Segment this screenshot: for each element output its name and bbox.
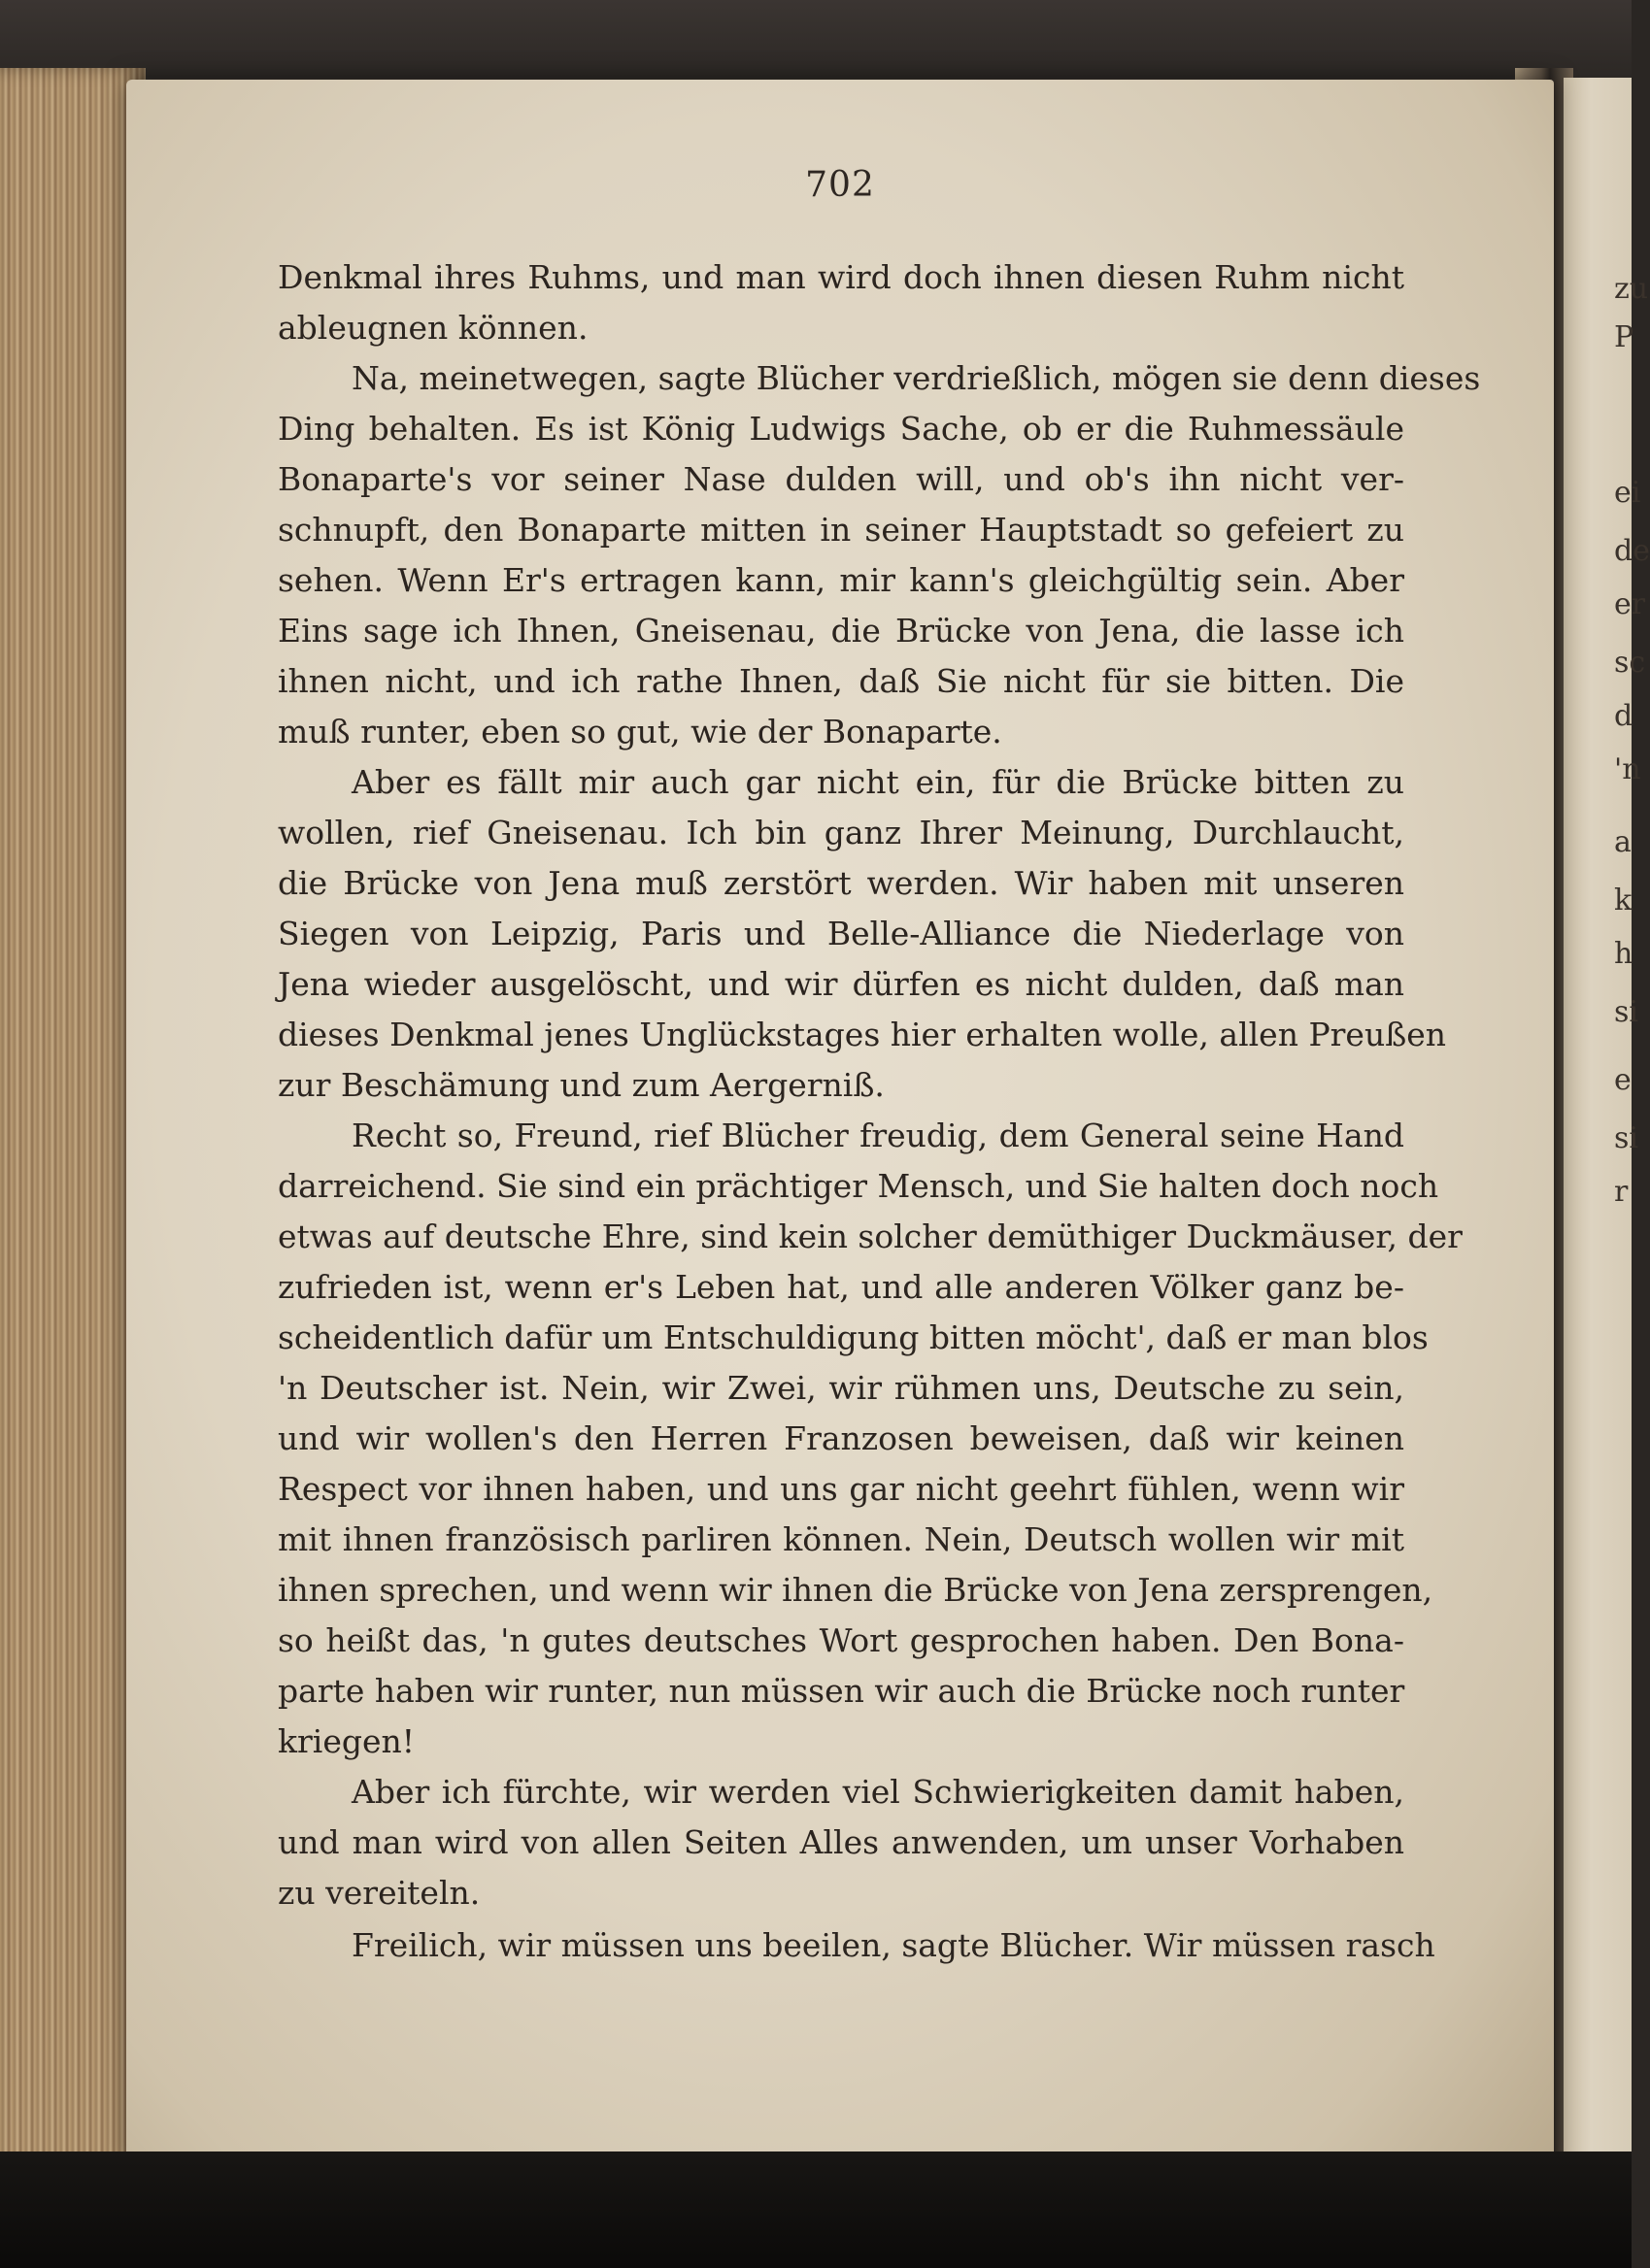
facing-fragment: si [1614,995,1638,1029]
facing-fragment: h [1614,937,1633,971]
text-line: und man wird von allen Seiten Alles anwenden, um unser Vorhaben [278,1823,1404,1861]
text-line: scheidentlich dafür um Entschuldigung bitten möcht', daß er man blos [278,1318,1429,1356]
text-line: zufrieden ist, wenn er's Leben hat, und alle anderen Völker ganz be- [278,1268,1404,1306]
facing-fragment: d [1614,699,1633,733]
facing-fragment: 'n [1614,752,1641,786]
text-line: darreichend. Sie sind ein prächtiger Mensch, und Sie halten doch noch [278,1167,1439,1205]
facing-fragment: k [1614,884,1633,917]
book-cover-bottom [0,2151,1632,2268]
text-line: parte haben wir runter, nun müssen wir auch die Brücke noch runter [278,1672,1405,1710]
facing-fragment: a [1614,825,1632,859]
text-line: ihnen sprechen, und wenn wir ihnen die Brücke von Jena zersprengen, [278,1571,1433,1609]
text-line: Recht so, Freund, rief Blücher freudig, dem General seine Hand [352,1117,1404,1154]
text-line: 'n Deutscher ist. Nein, wir Zwei, wir rühmen uns, Deutsche zu sein, [278,1369,1404,1407]
facing-fragment: sc [1614,646,1646,680]
text-line: schnupft, den Bonaparte mitten in seiner Hauptstadt so gefeiert zu [278,511,1404,549]
text-line: Eins sage ich Ihnen, Gneisenau, die Brücke von Jena, die lasse ich [278,612,1404,650]
text-line: zu vereiteln. [278,1874,481,1912]
text-line: die Brücke von Jena muß zerstört werden. Wir haben mit unseren [278,864,1404,902]
page-stack-edge [0,68,146,2194]
text-line: kriegen! [278,1722,416,1760]
text-line: Jena wieder ausgelöscht, und wir dürfen es nicht dulden, daß man [278,965,1404,1003]
text-line: Freilich, wir müssen uns beeilen, sagte Blücher. Wir müssen rasch [352,1926,1435,1964]
facing-fragment: er [1614,587,1646,621]
text-line: Denkmal ihres Ruhms, und man wird doch ihnen diesen Ruhm nicht [278,258,1404,296]
facing-fragment: e [1614,1063,1632,1097]
text-line: etwas auf deutsche Ehre, sind kein solcher demüthiger Duckmäuser, der [278,1217,1463,1255]
text-line: Aber ich fürchte, wir werden viel Schwierigkeiten damit haben, [352,1773,1404,1811]
text-line: zur Beschämung und zum Aergerniß. [278,1066,885,1104]
facing-fragment: si [1614,1121,1638,1155]
text-line: Na, meinetwegen, sagte Blücher verdrießlich, mögen sie denn dieses [352,359,1481,397]
text-line: Siegen von Leipzig, Paris und Belle-Alliance die Niederlage von [278,915,1404,952]
text-line: mit ihnen französisch parliren können. Nein, Deutsch wollen wir mit [278,1520,1404,1558]
text-line: sehen. Wenn Er's ertragen kann, mir kann's gleichgültig sein. Aber [278,561,1404,599]
text-line: ableugnen können. [278,309,589,347]
text-line: Respect vor ihnen haben, und uns gar nicht geehrt fühlen, wenn wir [278,1470,1404,1508]
text-line: so heißt das, 'n gutes deutsches Wort gesprochen haben. Den Bona- [278,1621,1404,1659]
text-line: muß runter, eben so gut, wie der Bonaparte. [278,713,1002,750]
text-line: und wir wollen's den Herren Franzosen beweisen, daß wir keinen [278,1419,1404,1457]
book-cover-top [0,0,1632,78]
text-line: Aber es fällt mir auch gar nicht ein, für die Brücke bitten zu [352,763,1404,801]
page-number: 702 [805,165,875,205]
facing-fragment: P [1614,320,1634,354]
book-page [126,80,1554,2167]
text-line: Ding behalten. Es ist König Ludwigs Sache, ob er die Ruhmessäule [278,410,1404,448]
facing-page-edge [1564,78,1650,2175]
facing-fragment: de [1614,534,1650,568]
facing-fragment: r [1614,1175,1629,1209]
text-line: ihnen nicht, und ich rathe Ihnen, daß Sie nicht für sie bitten. Die [278,662,1404,700]
facing-fragment: ei [1614,476,1641,510]
text-line: dieses Denkmal jenes Unglückstages hier erhalten wolle, allen Preußen [278,1016,1447,1053]
facing-fragment: zu [1614,272,1649,306]
text-line: wollen, rief Gneisenau. Ich bin ganz Ihrer Meinung, Durchlaucht, [278,814,1404,851]
text-line: Bonaparte's vor seiner Nase dulden will, und ob's ihn nicht ver- [278,460,1404,498]
